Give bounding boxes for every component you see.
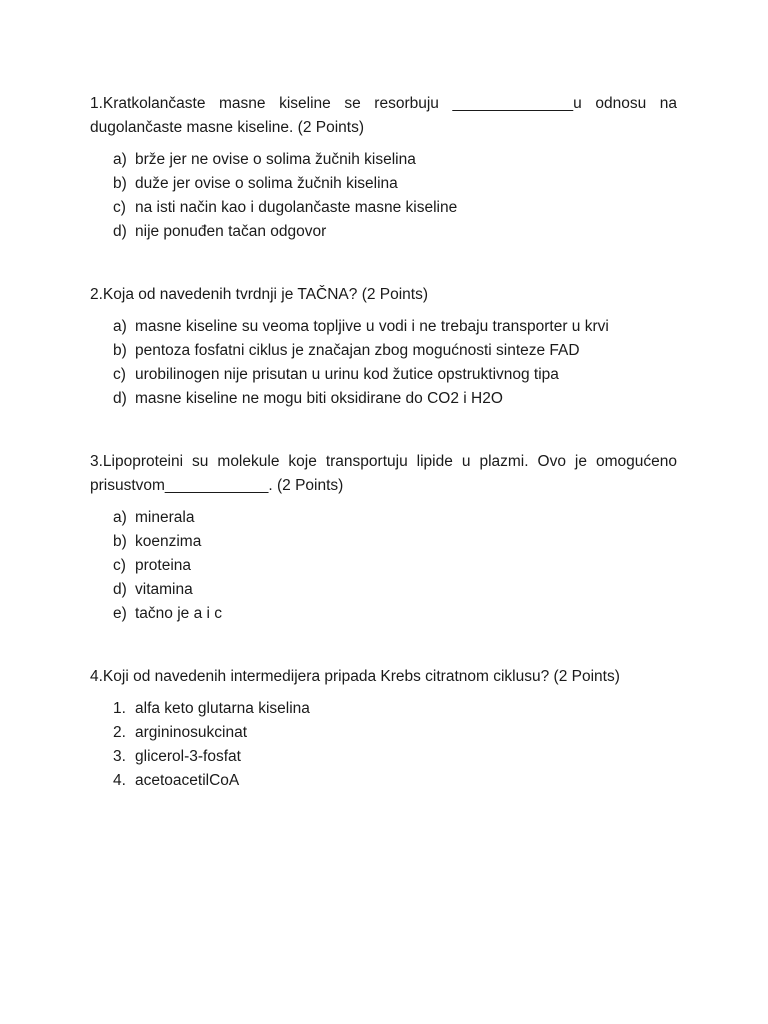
option-text: koenzima [135, 533, 202, 550]
question-3-option-d [90, 578, 677, 602]
question-2-option-c [90, 363, 677, 387]
question-4-option-1 [90, 697, 677, 721]
option-marker: 4. [113, 772, 126, 789]
question-4-option-2 [90, 721, 677, 745]
question-3-text: 3.Lipoproteini su molekule koje transportuju lipide u plazmi. Ovo je omogućeno prisustvom____________. (2 Points) [90, 453, 677, 494]
question-2-option-b [90, 339, 677, 363]
option-marker: b) [113, 342, 127, 359]
question-2-option-a [90, 315, 677, 339]
option-text: vitamina [135, 581, 193, 598]
option-marker: a) [113, 509, 127, 526]
question-3-option-c [90, 554, 677, 578]
question-3-option-b [90, 530, 677, 554]
option-marker: a) [113, 318, 127, 335]
question-2-text: 2.Koja od navedenih tvrdnji je TAČNA? (2 Points) [90, 286, 429, 303]
option-marker: d) [113, 223, 127, 240]
option-text: masne kiseline su veoma topljive u vodi i ne trebaju transporter u krvi [135, 318, 609, 335]
question-4-option-3 [90, 745, 677, 769]
option-marker: c) [113, 557, 126, 574]
question-3-option-a [90, 506, 677, 530]
option-text: minerala [135, 509, 195, 526]
question-1-option-d [90, 220, 677, 244]
option-text: urobilinogen nije prisutan u urinu kod žutice opstruktivnog tipa [135, 366, 559, 383]
question-4-options [90, 697, 677, 793]
document-page [90, 92, 677, 832]
question-1-options [90, 148, 677, 244]
question-3-option-e [90, 602, 677, 626]
option-text: acetoacetilCoA [135, 772, 240, 789]
option-marker: a) [113, 151, 127, 168]
option-text: masne kiseline ne mogu biti oksidirane do CO2 i H2O [135, 390, 503, 407]
question-2-options [90, 315, 677, 411]
question-4-text: 4.Koji od navedenih intermedijera pripada Krebs citratnom ciklusu? (2 Points) [90, 668, 620, 685]
option-text: glicerol-3-fosfat [135, 748, 241, 765]
option-marker: d) [113, 390, 127, 407]
option-marker: b) [113, 175, 127, 192]
option-marker: 3. [113, 748, 126, 765]
question-3 [90, 450, 677, 626]
question-1-text: 1.Kratkolančaste masne kiseline se resorbuju ______________u odnosu na dugolančaste masne kiseline. (2 Points) [90, 95, 677, 136]
question-1-option-b [90, 172, 677, 196]
question-2-option-d [90, 387, 677, 411]
question-1 [90, 92, 677, 244]
option-text: proteina [135, 557, 192, 574]
option-marker: c) [113, 199, 126, 216]
question-2 [90, 283, 677, 411]
option-text: duže jer ovise o solima žučnih kiselina [135, 175, 398, 192]
question-4-option-4 [90, 769, 677, 793]
option-text: nije ponuđen tačan odgovor [135, 223, 327, 240]
option-marker: 2. [113, 724, 126, 741]
option-text: pentoza fosfatni ciklus je značajan zbog mogućnosti sinteze FAD [135, 342, 580, 359]
option-text: tačno je a i c [135, 605, 223, 622]
option-marker: e) [113, 605, 127, 622]
option-marker: b) [113, 533, 127, 550]
question-3-options [90, 506, 677, 626]
option-marker: d) [113, 581, 127, 598]
question-4 [90, 665, 677, 793]
option-text: na isti način kao i dugolančaste masne kiseline [135, 199, 458, 216]
option-marker: c) [113, 366, 126, 383]
question-1-option-c [90, 196, 677, 220]
option-text: alfa keto glutarna kiselina [135, 700, 310, 717]
option-text: argininosukcinat [135, 724, 248, 741]
question-1-option-a [90, 148, 677, 172]
option-text: brže jer ne ovise o solima žučnih kiselina [135, 151, 416, 168]
option-marker: 1. [113, 700, 126, 717]
